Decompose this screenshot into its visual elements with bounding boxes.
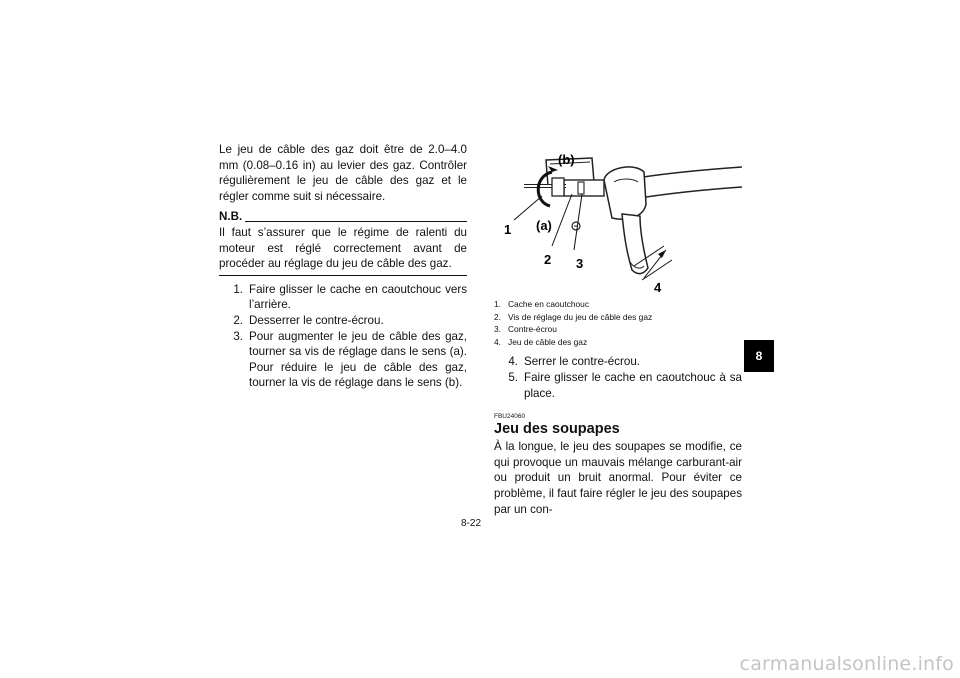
list-item: 3. Pour augmenter le jeu de câble des gaz, tourner sa vis de réglage dans le sens (a). Pour réduire le jeu de câble des gaz, tourner la vis de réglage dans le sens (b). — [233, 329, 467, 390]
caption-item: 3. Contre-écrou — [494, 324, 557, 335]
caption-item: 2. Vis de réglage du jeu de câble des gaz — [494, 311, 653, 322]
label-4: 4 — [654, 280, 662, 292]
label-1: 1 — [504, 222, 512, 237]
nb-text: Il faut s’assurer que le régime de ralenti du moteur est réglé correctement avant de procéder au réglage du jeu de câble des gaz. — [219, 225, 467, 271]
label-a: (a) — [536, 218, 552, 233]
chapter-tab: 8 — [744, 340, 774, 372]
nb-end-rule — [219, 275, 467, 276]
label-b: (b) — [558, 152, 575, 167]
right-column — [494, 142, 742, 517]
throttle-illustration — [494, 142, 742, 292]
list-item: 5. Faire glisser le cache en caoutchouc à sa place. — [508, 370, 742, 400]
left-column — [219, 142, 467, 391]
section-code: FBU24060 — [494, 413, 526, 421]
steps-list-2 — [494, 354, 742, 401]
throttle-cable-figure — [494, 142, 742, 292]
nb-header — [219, 209, 467, 225]
list-item: 1. Faire glisser le cache en caoutchouc vers l’arrière. — [233, 282, 467, 312]
section-paragraph: À la longue, le jeu des soupapes se modifie, ce qui provoque un mauvais mélange carburant-air ou produit un bruit anormal. Pour éviter ce problème, il faut faire régler le jeu des soupapes par un con- — [494, 440, 742, 516]
label-3: 3 — [576, 256, 584, 271]
page-number: 8-22 — [461, 518, 482, 529]
caption-item: 1. Cache en caoutchouc — [494, 299, 590, 309]
caption-item: 4. Jeu de câble des gaz — [494, 336, 588, 347]
nb-label: N.B. — [219, 210, 243, 224]
watermark: carmanualsonline.info — [739, 653, 954, 675]
figure-captions — [494, 298, 742, 348]
label-2: 2 — [544, 252, 552, 267]
nb-rule — [245, 213, 467, 222]
list-item: 4. Serrer le contre-écrou. — [508, 355, 640, 369]
list-item: 2. Desserrer le contre-écrou. — [233, 313, 384, 327]
intro-paragraph: Le jeu de câble des gaz doit être de 2.0–4.0 mm (0.08–0.16 in) au levier des gaz. Contrôler régulièrement le jeu de câble des gaz et le régler comme suit si nécessaire. — [219, 143, 467, 203]
section-title: Jeu des soupapes — [494, 421, 620, 438]
steps-list-1 — [219, 282, 467, 391]
